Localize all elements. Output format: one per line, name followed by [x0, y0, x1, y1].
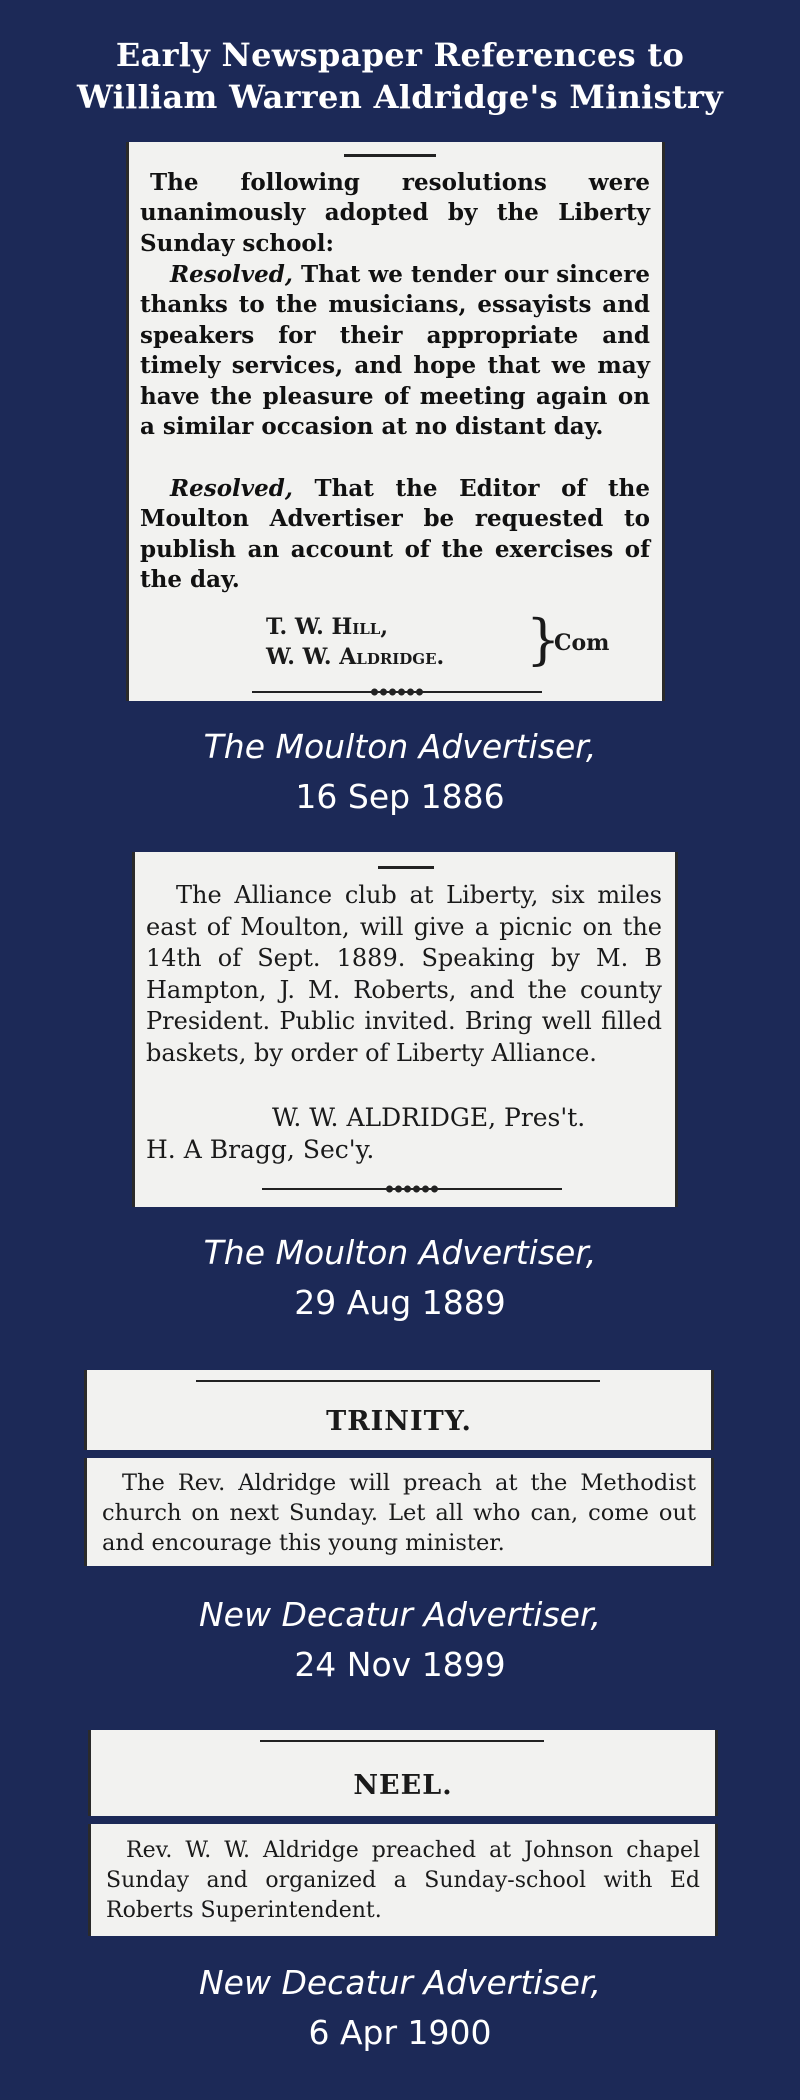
- clipping-paragraph: The following resolutions were unanimously adopted by the Liberty Sunday school:: [140, 169, 650, 257]
- resolved-lead: Resolved,: [170, 261, 293, 288]
- ornament-divider: [262, 1188, 562, 1190]
- clipping-caption: [0, 1958, 800, 2058]
- clipping-trinity-body: [84, 1458, 714, 1566]
- clipping-caption: [0, 1228, 800, 1328]
- clipping-trinity-header: [84, 1370, 714, 1450]
- clipping-paragraph: Rev. W. W. Aldridge preached at Johnson chapel Sunday and organized a Sunday-school with Ed Roberts Superintendent.: [106, 1838, 700, 1923]
- caption-publication: New Decatur Advertiser,: [198, 1595, 601, 1634]
- signer-name: T. W. Hill,: [266, 614, 389, 640]
- caption-publication: The Moulton Advertiser,: [203, 1233, 597, 1272]
- resolved-text: That we tender our sincere thanks to the musicians, essayists and speakers for their appropriate and timely services, and hope that we may have the pleasure of meeting again on a similar occasion at no distant day.: [140, 261, 650, 441]
- signer-name: W. W. ALDRIDGE, Pres't.: [272, 1103, 586, 1132]
- clipping-paragraph: [140, 474, 650, 596]
- clipping-caption: [0, 1590, 800, 1690]
- caption-date: 16 Sep 1886: [295, 777, 505, 816]
- clipping-heading: TRINITY.: [326, 1406, 472, 1437]
- resolved-lead: Resolved,: [170, 475, 293, 502]
- committee-label: Com: [554, 630, 610, 656]
- caption-date: 6 Apr 1900: [308, 2013, 492, 2052]
- title-line-2: William Warren Aldridge's Ministry: [77, 78, 723, 116]
- caption-publication: The Moulton Advertiser,: [203, 727, 597, 766]
- resolved-text: That the Editor of the Moulton Advertiser be requested to publish an account of the exercises of the day.: [140, 475, 650, 594]
- signature-block: [146, 1102, 666, 1166]
- caption-date: 24 Nov 1899: [294, 1645, 506, 1684]
- title-line-1: Early Newspaper References to: [115, 36, 685, 74]
- brace-glyph: }: [526, 608, 561, 671]
- clipping-neel-header: [88, 1730, 718, 1816]
- clipping-heading: NEEL.: [353, 1770, 453, 1801]
- caption-publication: New Decatur Advertiser,: [198, 1963, 601, 2002]
- signer-name: H. A Bragg, Sec'y.: [146, 1135, 375, 1164]
- clipping-neel-body: [88, 1824, 718, 1936]
- caption-date: 29 Aug 1889: [294, 1283, 506, 1322]
- signature-block: [266, 612, 444, 672]
- clipping-caption: [0, 722, 800, 822]
- ornament-divider: [252, 691, 542, 693]
- clipping-paragraph: [140, 260, 650, 442]
- page-title: [0, 34, 800, 118]
- clipping-alliance-picnic: [132, 852, 678, 1207]
- rule-divider: [260, 1740, 544, 1742]
- clipping-paragraph: The Alliance club at Liberty, six miles east of Moulton, will give a picnic on the 14th of Sept. 1889. Speaking by M. B Hampton, J. M. Roberts, and the county President. Public invited. Bring well filled baskets, by order of Liberty Alliance.: [146, 881, 662, 1067]
- clipping-resolutions: [126, 142, 665, 701]
- rule-divider: [344, 154, 436, 157]
- rule-divider: [196, 1380, 600, 1382]
- clipping-paragraph: The Rev. Aldridge will preach at the Methodist church on next Sunday. Let all who can, come out and encourage this young minister.: [102, 1470, 696, 1556]
- rule-divider: [378, 866, 434, 869]
- signer-name: W. W. Aldridge.: [266, 644, 445, 670]
